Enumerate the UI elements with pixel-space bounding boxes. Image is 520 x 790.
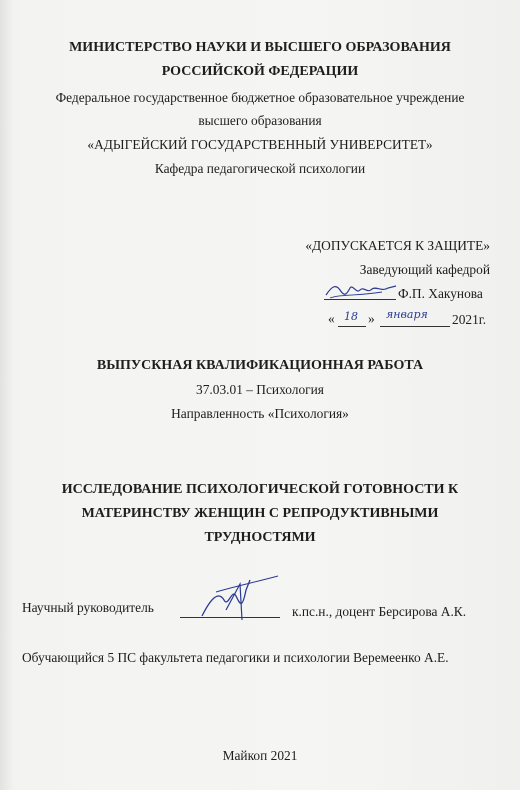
- thesis-title-line-1: ИССЛЕДОВАНИЕ ПСИХОЛОГИЧЕСКОЙ ГОТОВНОСТИ К: [61, 482, 459, 497]
- head-name: Ф.П. Хакунова: [398, 286, 483, 301]
- approval-stamp: «ДОПУСКАЕТСЯ К ЗАЩИТЕ»: [305, 238, 490, 253]
- date-open-quote: «: [328, 311, 335, 326]
- date-day: 18: [344, 310, 358, 323]
- university-name: «АДЫГЕЙСКИЙ ГОСУДАРСТВЕННЫЙ УНИВЕРСИТЕТ»: [87, 137, 433, 152]
- supervisor-label: Научный руководитель: [22, 600, 154, 615]
- institution-line-2: высшего образования: [198, 113, 322, 128]
- institution-line-1: Федеральное государственное бюджетное образовательное учреждение: [55, 90, 465, 105]
- day-underline: [338, 326, 366, 327]
- student-line: Обучающийся 5 ПС факультета педагогики и психологии Веремеенко А.Е.: [22, 650, 449, 665]
- month-underline: [380, 326, 450, 327]
- date-month: января: [386, 308, 428, 321]
- specialty-code: 37.03.01 – Психология: [196, 382, 324, 397]
- supervisor-info: к.пс.н., доцент Берсирова А.К.: [292, 604, 467, 619]
- specialty-direction: Направленность «Психология»: [171, 406, 349, 421]
- thesis-title-line-2: МАТЕРИНСТВУ ЖЕНЩИН С РЕПРОДУКТИВНЫМИ: [81, 506, 439, 521]
- head-title: Заведующий кафедрой: [359, 262, 490, 277]
- date-mid-quote: »: [368, 311, 375, 326]
- ministry-line-1: МИНИСТЕРСТВО НАУКИ И ВЫСШЕГО ОБРАЗОВАНИЯ: [69, 40, 451, 55]
- supervisor-signature: [196, 570, 286, 626]
- head-signature: [322, 280, 400, 302]
- department-name: Кафедра педагогической психологии: [154, 161, 366, 176]
- thesis-title-line-3: ТРУДНОСТЯМИ: [204, 530, 316, 545]
- city-year: Майкоп 2021: [222, 748, 298, 763]
- work-type: ВЫПУСКНАЯ КВАЛИФИКАЦИОННАЯ РАБОТА: [96, 358, 424, 373]
- ministry-line-2: РОССИЙСКОЙ ФЕДЕРАЦИИ: [161, 64, 359, 79]
- date-year: 2021г.: [452, 312, 487, 327]
